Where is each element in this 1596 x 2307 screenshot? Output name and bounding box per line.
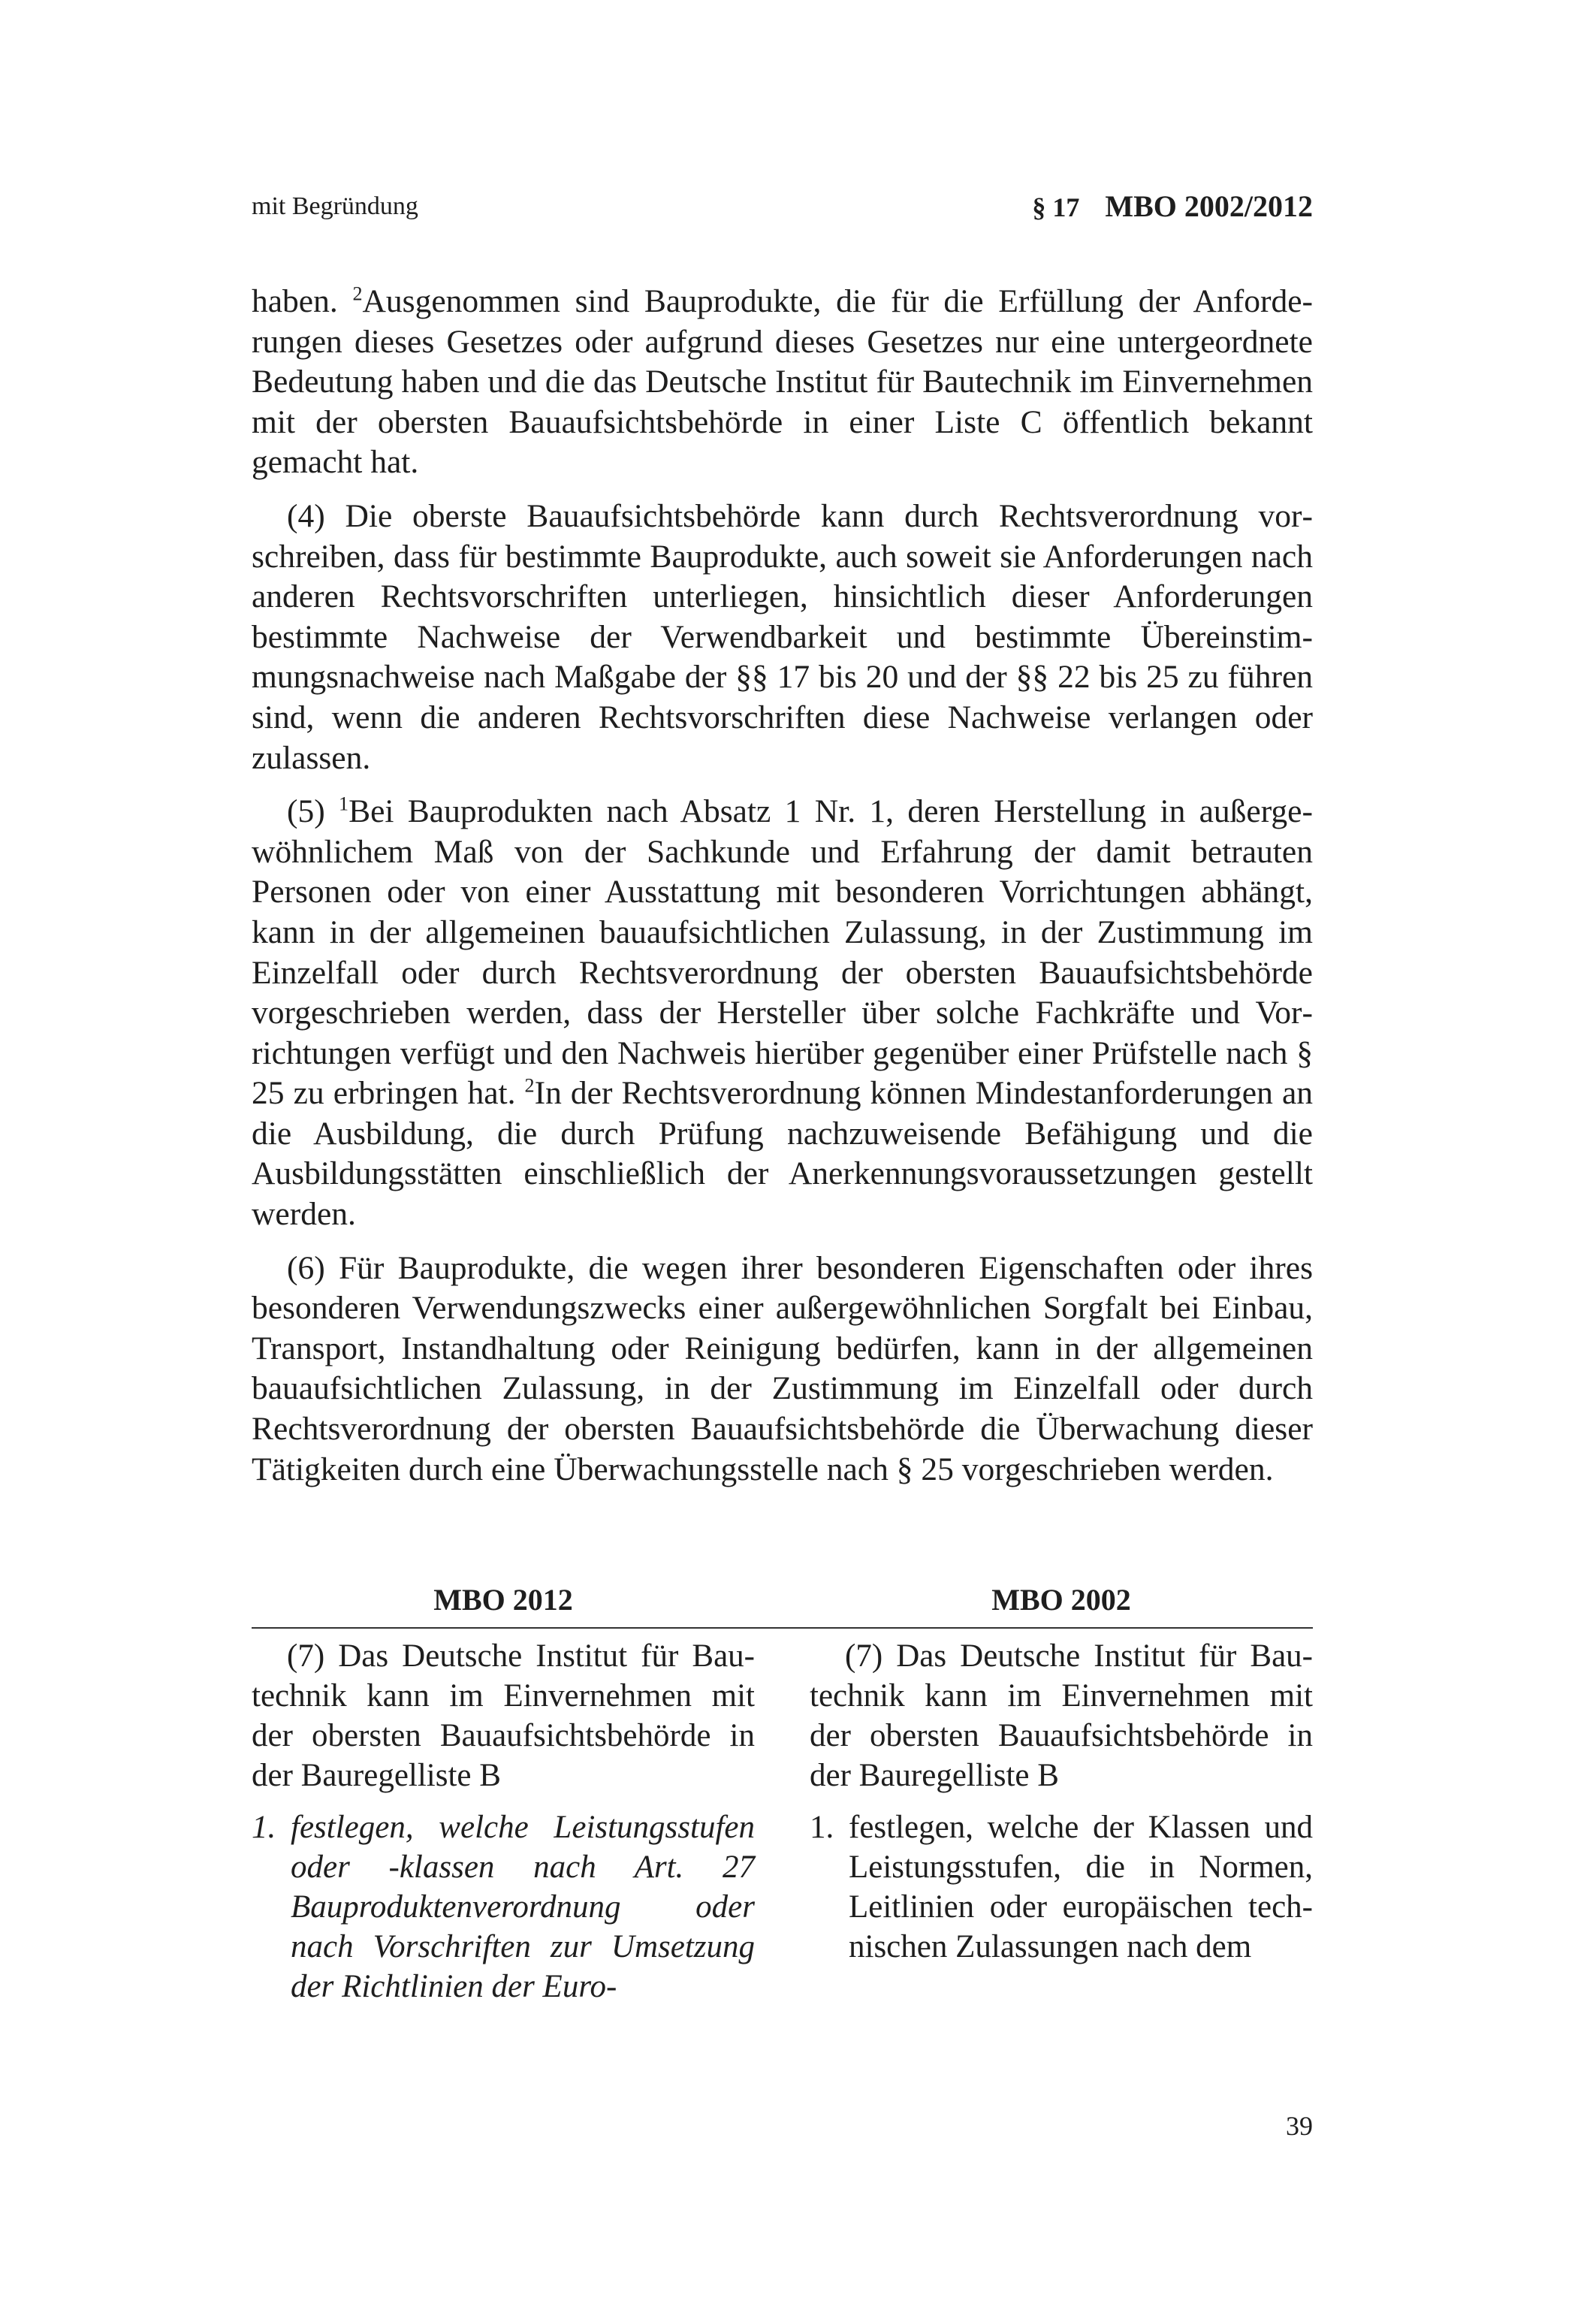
text-run: (5) [287,793,339,830]
running-head-right [1032,188,1313,226]
sentence-number: 1 [339,793,349,815]
text-run: Bei Bauprodukten nach Absatz 1 Nr. 1, deren Herstellung in außergewöhnlichem Maß von der Sachkunde und Erfahrung der damit betrauten Personen oder von einer Ausstattung mit besonderen Vorrichtungen abhängt, kann in der allgemeinen bauaufsichtlichen Zulassung, in der Zustimmung im Einzelfall oder durch Rechtsverordnung der obersten Bauaufsichtsbehörde vorgeschrieben werden, dass der Hersteller über solche Fachkräfte und Vorrichtungen verfügt und den Nachweis hierüber gegenüber einer Prüfstelle nach § 25 zu erbringen hat. [252,793,1313,1112]
list-item [252,1807,755,2007]
comparison-header [252,1578,1313,1629]
column-mbo-2012 [252,1636,755,2007]
paragraph-7-right: (7) Das Deutsche Institut für Bautechnik kann im Einvernehmen mit der obersten Bauaufsichtsbehörde in der Bauregelliste B [810,1638,1313,1793]
paragraph-6: (6) Für Bauprodukte, die wegen ihrer besonderen Eigenschaften oder ihres besonderen Verwendungszwecks einer außergewöhnlichen Sorgfalt bei Einbau, Transport, Instandhaltung oder Reinigung bedürfen, kann in der allgemeinen bauaufsichtlichen Zulassung, in der Zustimmung im Einzelfall oder durch Rechtsverordnung der obersten Bauaufsichtsbehörde die Überwachung dieser Tätigkeiten durch eine Überwachungsstelle nach § 25 vorgeschrieben werden. [252,1249,1313,1487]
column-heading-mbo-2002: MBO 2002 [991,1583,1131,1617]
sentence-number: 2 [524,1074,535,1097]
column-mbo-2002 [810,1636,1313,2007]
list-item-text: festlegen, welche Leistungsstufen oder -klassen nach Art. 27 Bauproduktenverordnung oder nach Vorschriften zur Umsetzung der Richtlinien der Euro- [291,1810,755,2004]
list-item [810,1807,1313,1967]
paragraph-7-left: (7) Das Deutsche Institut für Bautechnik kann im Einvernehmen mit der obersten Bauaufsichtsbehörde in der Bauregelliste B [252,1638,755,1793]
paragraph-3-continuation [252,282,1313,483]
list-item-number: 1. [810,1810,834,1845]
text-run: haben. [252,283,353,319]
list-item-text: festlegen, welche der Klassen und Leistungsstufen, die in Normen, Leitlinien oder europäischen technischen Zulassungen nach dem [849,1810,1313,1964]
text-run: In der Rechtsverordnung können Mindestanforderungen an die Ausbildung, die durch Prüfung nachzuweisende Befähigung und die Ausbildungsstätten einschließlich der Anerkennungsvoraussetzungen gestellt werden. [252,1075,1313,1233]
page-number: 39 [1286,2111,1313,2141]
column-heading-mbo-2012: MBO 2012 [433,1583,573,1617]
section-number: § 17 [1032,192,1080,222]
paragraph-5 [252,792,1313,1235]
body-text [252,282,1313,1503]
sentence-number: 2 [352,282,363,305]
document-title: MBO 2002/2012 [1105,189,1313,223]
running-head-left: mit Begründung [252,192,418,220]
text-run: Ausgenommen sind Bauprodukte, die für die Erfüllung der Anforderungen dieses Gesetzes oder aufgrund dieses Gesetzes nur eine untergeordnete Bedeutung haben und die das Deutsche Institut für Bautechnik im Einvernehmen mit der obersten Bauaufsichtsbehörde in einer Liste C öffentlich bekannt gemacht hat. [252,283,1314,481]
paragraph-4: (4) Die oberste Bauaufsichtsbehörde kann durch Rechtsverordnung vorschreiben, dass für bestimmte Bauprodukte, auch soweit sie Anforderungen nach anderen Rechtsvorschriften unterliegen, hinsichtlich dieser Anforderungen bestimmte Nachweise der Verwendbarkeit und bestimmte Übereinstimmungsnachweise nach Maßgabe der §§ 17 bis 20 und der §§ 22 bis 25 zu führen sind, wenn die anderen Rechtsvorschriften diese Nachweise verlangen oder zulassen. [252,497,1313,776]
list-item-number: 1. [252,1810,276,1845]
comparison-table [252,1578,1313,2007]
comparison-columns [252,1636,1313,2007]
